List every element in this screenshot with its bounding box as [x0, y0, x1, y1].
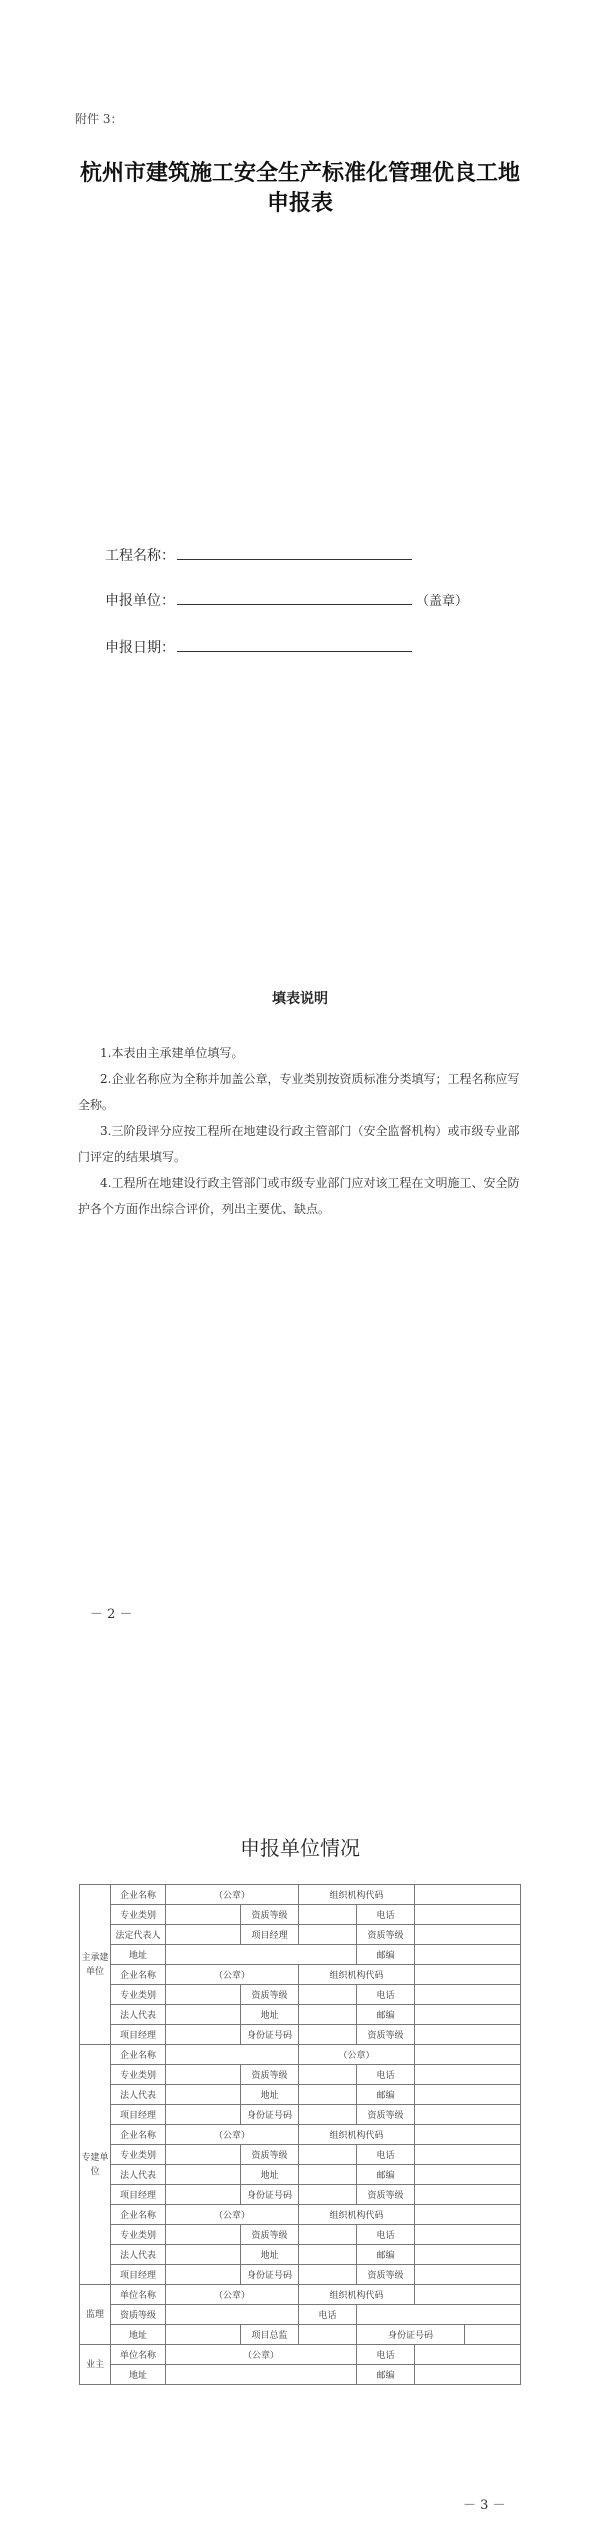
cell-input[interactable] — [166, 2305, 299, 2325]
cell-label: 专业类别 — [111, 1985, 166, 2005]
cell-label: 邮编 — [357, 2005, 415, 2025]
cell-input[interactable] — [166, 2145, 241, 2165]
cell-input[interactable] — [166, 2325, 241, 2345]
cell-label: 项目经理 — [241, 1925, 299, 1945]
category-specialty-contractor: 专建单位 — [80, 2045, 111, 2285]
cell-label: 地址 — [111, 2365, 166, 2385]
cell-seal: （公章） — [166, 2285, 299, 2305]
table-row — [80, 2305, 521, 2325]
section-title: 申报单位情况 — [240, 1836, 360, 1860]
cell-input[interactable] — [299, 2065, 357, 2085]
cell-label: 电话 — [357, 2145, 415, 2165]
cell-label: 项目经理 — [111, 2265, 166, 2285]
cell-label: 身份证号码 — [241, 2025, 299, 2045]
cell-label: 单位名称 — [111, 2285, 166, 2305]
cell-input[interactable] — [415, 2225, 521, 2245]
table-row — [80, 2005, 521, 2025]
cell-input[interactable] — [299, 2185, 357, 2205]
cell-label: 地址 — [111, 1945, 166, 1965]
cell-label: 地址 — [241, 2085, 299, 2105]
cell-input[interactable] — [166, 2165, 241, 2185]
cell-label: 资质等级 — [357, 2025, 415, 2045]
table-row — [80, 2185, 521, 2205]
cell-label: 单位名称 — [111, 2345, 166, 2365]
cell-input[interactable] — [166, 1985, 241, 2005]
cell-label: 专业类别 — [111, 2145, 166, 2165]
table-row — [80, 2245, 521, 2265]
cell-label: 邮编 — [357, 2165, 415, 2185]
cell-label: 项目经理 — [111, 2025, 166, 2045]
cell-label: 组织机构代码 — [299, 2125, 415, 2145]
cell-label: 电话 — [357, 1985, 415, 2005]
cell-input[interactable] — [166, 2065, 241, 2085]
cell-label: 资质等级 — [241, 2065, 299, 2085]
applicant-label: 申报单位： — [105, 593, 175, 609]
table-row — [80, 2125, 521, 2145]
cell-input[interactable] — [415, 2005, 521, 2025]
cell-input[interactable] — [166, 2005, 241, 2025]
cell-label: 电话 — [357, 2345, 415, 2365]
applicant-line[interactable] — [177, 590, 412, 605]
cell-label: 组织机构代码 — [299, 2205, 415, 2225]
cell-label: 资质等级 — [357, 2185, 415, 2205]
cell-label: 法人代表 — [111, 2085, 166, 2105]
cell-input[interactable] — [415, 2125, 521, 2145]
cell-label: 组织机构代码 — [299, 1885, 415, 1905]
cell-label: 企业名称 — [111, 2205, 166, 2225]
cell-label: 资质等级 — [241, 2225, 299, 2245]
cell-input[interactable] — [415, 2285, 521, 2305]
cell-input[interactable] — [299, 2325, 357, 2345]
cell-input[interactable] — [166, 2265, 241, 2285]
cell-label: 身份证号码 — [241, 2185, 299, 2205]
table-row — [80, 2085, 521, 2105]
cell-label: 电话 — [357, 2065, 415, 2085]
cell-input[interactable] — [465, 2325, 521, 2345]
cell-input[interactable] — [415, 1885, 521, 1905]
table-row — [80, 2145, 521, 2165]
cell-label: 企业名称 — [111, 1965, 166, 1985]
table-row — [80, 1965, 521, 1985]
cell-label: 电话 — [357, 2225, 415, 2245]
applicant-field[interactable] — [105, 590, 468, 610]
cell-input[interactable] — [415, 2045, 521, 2065]
cell-input[interactable] — [415, 1965, 521, 1985]
apply-date-line[interactable] — [177, 637, 412, 652]
cell-input[interactable] — [415, 2085, 521, 2105]
title-line-2: 申报表 — [266, 190, 333, 216]
cell-input[interactable] — [166, 1945, 357, 1965]
cell-label: 邮编 — [357, 2085, 415, 2105]
apply-date-label: 申报日期： — [105, 640, 175, 656]
table-row — [80, 2325, 521, 2345]
cell-input[interactable] — [166, 2025, 241, 2045]
table-row — [80, 2225, 521, 2245]
cell-input[interactable] — [299, 2145, 357, 2165]
page-number: － 3 － — [463, 2498, 506, 2513]
cell-seal: （公章） — [166, 2125, 299, 2145]
cell-label: 企业名称 — [111, 2045, 166, 2065]
table-row — [80, 1905, 521, 1925]
cell-input[interactable] — [166, 2245, 241, 2265]
cell-label: 专业类别 — [111, 1905, 166, 1925]
instruction-item: 4.工程所在地建设行政主管部门或市级专业部门应对该工程在文明施工、安全防护各个方面作出综合评价，列出主要优、缺点。 — [78, 1176, 520, 1216]
project-name-field[interactable] — [105, 545, 412, 565]
cell-label: 企业名称 — [111, 1885, 166, 1905]
cell-input[interactable] — [166, 2185, 241, 2205]
cell-input[interactable] — [299, 2225, 357, 2245]
cell-input[interactable] — [166, 2105, 241, 2125]
cell-label: 专业类别 — [111, 2065, 166, 2085]
cell-label: 组织机构代码 — [299, 1965, 415, 1985]
cell-input[interactable] — [166, 1905, 241, 1925]
table-row — [80, 2105, 521, 2125]
seal-note: （盖章） — [416, 594, 469, 609]
cell-label: 邮编 — [357, 1945, 415, 1965]
cell-input[interactable] — [415, 2245, 521, 2265]
cell-label: 资质等级 — [241, 2145, 299, 2165]
instruction-item: 1.本表由主承建单位填写。 — [100, 1046, 244, 1060]
annex-label: 附件 3： — [75, 112, 123, 126]
cell-label: 地址 — [241, 2005, 299, 2025]
table-row — [80, 1945, 521, 1965]
table-row — [80, 1925, 521, 1945]
cell-label: 身份证号码 — [241, 2265, 299, 2285]
cell-input[interactable] — [415, 2345, 521, 2365]
instruction-item: 2.企业名称应为全称并加盖公章，专业类别按资质标准分类填写；工程名称应写全称。 — [78, 1072, 520, 1112]
cell-input[interactable] — [166, 2085, 241, 2105]
cell-label: 法人代表 — [111, 2165, 166, 2185]
cell-input[interactable] — [166, 2045, 299, 2065]
applicant-info-table — [79, 1884, 521, 2385]
instructions-title: 填表说明 — [272, 991, 328, 1007]
table-row — [80, 2045, 521, 2065]
cell-seal: （公章） — [166, 2205, 299, 2225]
cell-label: 地址 — [111, 2325, 166, 2345]
table-row — [80, 2025, 521, 2045]
cell-input[interactable] — [415, 2065, 521, 2085]
cell-input[interactable] — [166, 1925, 241, 1945]
cell-input[interactable] — [299, 2025, 357, 2045]
cell-input[interactable] — [299, 1905, 357, 1925]
cell-label: 法人代表 — [111, 2005, 166, 2025]
cell-label: 法定代表人 — [111, 1925, 166, 1945]
cell-label: 项目经理 — [111, 2185, 166, 2205]
cell-input[interactable] — [415, 2025, 521, 2045]
cell-label: 资质等级 — [241, 1905, 299, 1925]
category-main-contractor: 主承建单位 — [80, 1885, 111, 2045]
page-title — [0, 158, 600, 218]
project-name-label: 工程名称： — [105, 548, 175, 564]
cell-label: 资质等级 — [357, 1925, 415, 1945]
cell-label: 电话 — [357, 1905, 415, 1925]
cell-seal: （公章） — [299, 2045, 415, 2065]
cell-input[interactable] — [166, 2365, 357, 2385]
table-row — [80, 2205, 521, 2225]
cell-seal: （公章） — [166, 2345, 357, 2365]
cell-seal: （公章） — [166, 1965, 299, 1985]
cell-input[interactable] — [299, 1925, 357, 1945]
table-row — [80, 2345, 521, 2365]
cell-label: 资质等级 — [357, 2105, 415, 2125]
cell-input[interactable] — [299, 2085, 357, 2105]
cell-label: 资质等级 — [357, 2265, 415, 2285]
cell-label: 邮编 — [357, 2245, 415, 2265]
cell-input[interactable] — [166, 2225, 241, 2245]
cell-input[interactable] — [415, 2105, 521, 2125]
cell-label: 资质等级 — [241, 1985, 299, 2005]
cell-label: 资质等级 — [111, 2305, 166, 2325]
title-line-1: 杭州市建筑施工安全生产标准化管理优良工地 — [79, 160, 520, 186]
table-row — [80, 2165, 521, 2185]
cell-input[interactable] — [299, 2245, 357, 2265]
cell-input[interactable] — [415, 2365, 521, 2385]
cell-input[interactable] — [299, 1985, 357, 2005]
cell-label: 组织机构代码 — [299, 2285, 415, 2305]
cell-input[interactable] — [415, 1925, 521, 1945]
cell-input[interactable] — [299, 2005, 357, 2025]
cell-input[interactable] — [415, 2165, 521, 2185]
cell-seal: （公章） — [166, 1885, 299, 1905]
cell-label: 地址 — [241, 2245, 299, 2265]
table-row — [80, 2265, 521, 2285]
project-name-line[interactable] — [177, 545, 412, 560]
cell-label: 法人代表 — [111, 2245, 166, 2265]
cell-input[interactable] — [299, 2265, 357, 2285]
category-supervisor: 监理 — [80, 2285, 111, 2345]
page-number: － 2 － — [90, 1607, 133, 1622]
cell-input[interactable] — [415, 1945, 521, 1965]
cell-label: 身份证号码 — [357, 2325, 465, 2345]
cell-input[interactable] — [415, 2185, 521, 2205]
table-row — [80, 1885, 521, 1905]
cell-label: 身份证号码 — [241, 2105, 299, 2125]
table-row — [80, 2365, 521, 2385]
cell-label: 邮编 — [357, 2365, 415, 2385]
instruction-item: 3.三阶段评分应按工程所在地建设行政主管部门（安全监督机构）或市级专业部门评定的结果填写。 — [78, 1124, 520, 1164]
cell-label: 电话 — [299, 2305, 357, 2325]
cell-label: 企业名称 — [111, 2125, 166, 2145]
cell-input[interactable] — [299, 2165, 357, 2185]
cell-label: 项目总监 — [241, 2325, 299, 2345]
table-row — [80, 1985, 521, 2005]
cell-label: 项目经理 — [111, 2105, 166, 2125]
category-owner: 业主 — [80, 2345, 111, 2385]
cell-input[interactable] — [415, 2265, 521, 2285]
cell-input[interactable] — [415, 2145, 521, 2165]
cell-input[interactable] — [299, 2105, 357, 2125]
cell-input[interactable] — [415, 2205, 521, 2225]
cell-label: 地址 — [241, 2165, 299, 2185]
cell-label: 专业类别 — [111, 2225, 166, 2245]
cell-input[interactable] — [357, 2305, 521, 2325]
table-row — [80, 2285, 521, 2305]
apply-date-field[interactable] — [105, 637, 412, 657]
cell-input[interactable] — [415, 1985, 521, 2005]
table-row — [80, 2065, 521, 2085]
cell-input[interactable] — [415, 1905, 521, 1925]
